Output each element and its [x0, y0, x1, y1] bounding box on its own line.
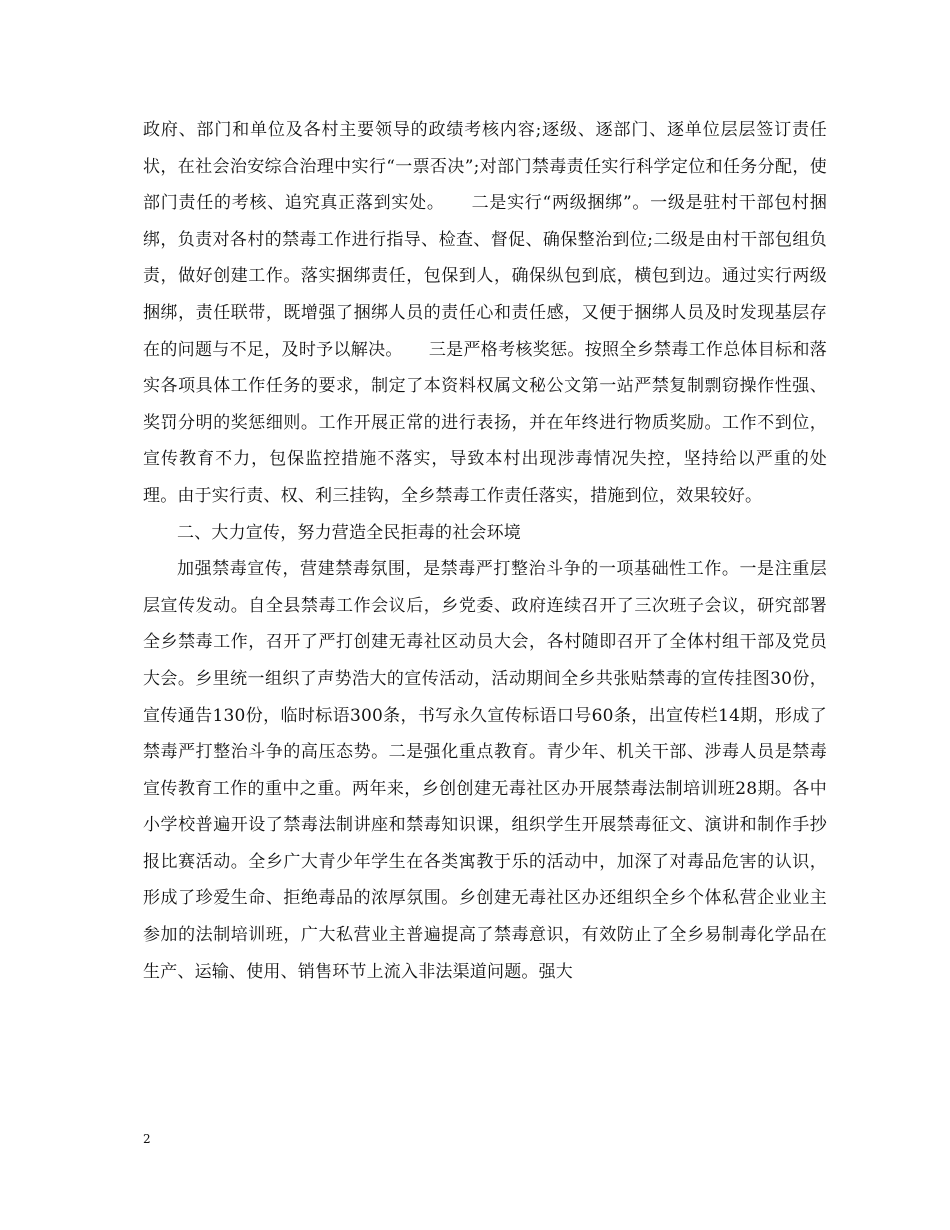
page-number: 2: [143, 1132, 151, 1146]
paragraph-responsibility: 政府、部门和单位及各村主要领导的政绩考核内容;逐级、逐部门、逐单位层层签订责任状，在社会治安综合治理中实行“一票否决”;对部门禁毒责任实行科学定位和任务分配，使部门责任的考核、追究真正落到实处。 二是实行“两级捆绑”。一级是驻村干部包村捆绑，负责对各村的禁毒工作进行指导、检查、督促、确保整治到位;二级是由村干部包组负责，做好创建工作。落实捆绑责任，包保到人，确保纵包到底，横包到边。通过实行两级捆绑，责任联带，既增强了捆绑人员的责任心和责任感，又便于捆绑人员及时发现基层存在的问题与不足，及时予以解决。 三是严格考核奖惩。按照全乡禁毒工作总体目标和落实各项具体工作任务的要求，制定了本资料权属文秘公文第一站严禁复制剽窃操作性强、奖罚分明的奖惩细则。工作开展正常的进行表扬，并在年终进行物质奖励。工作不到位，宣传教育不力，包保监控措施不落实，导致本村出现涉毒情况失控，坚持给以严重的处理。由于实行责、权、利三挂钩，全乡禁毒工作责任落实，措施到位，效果较好。: [143, 120, 827, 506]
section-heading: 二、大力宣传，努力营造全民拒毒的社会环境: [177, 522, 521, 543]
paragraph-publicity: 加强禁毒宣传，营建禁毒氛围，是禁毒严打整治斗争的一项基础性工作。一是注重层层宣传发动。自全县禁毒工作会议后，乡党委、政府连续召开了三次班子会议，研究部署全乡禁毒工作，召开了严打创建无毒社区动员大会，各村随即召开了全体村组干部及党员大会。乡里统一组织了声势浩大的宣传活动，活动期间全乡共张贴禁毒的宣传挂图30份，宣传通告130份，临时标语300条，书写永久宣传标语口号60条，出宣传栏14期，形成了禁毒严打整治斗争的高压态势。二是强化重点教育。青少年、机关干部、涉毒人员是禁毒宣传教育工作的重中之重。两年来，乡创创建无毒社区办开展禁毒法制培训班28期。各中小学校普遍开设了禁毒法制讲座和禁毒知识课，组织学生开展禁毒征文、演讲和制作手抄报比赛活动。全乡广大青少年学生在各类寓教于乐的活动中，加深了对毒品危害的认识，形成了珍爱生命、拒绝毒品的浓厚氛围。乡创建无毒社区办还组织全乡个体私营企业业主参加的法制培训班，广大私营业主普遍提高了禁毒意识，有效防止了全乡易制毒化学品在生产、运输、使用、销售环节上流入非法渠道问题。强大: [143, 559, 827, 982]
document-body: [143, 112, 827, 990]
